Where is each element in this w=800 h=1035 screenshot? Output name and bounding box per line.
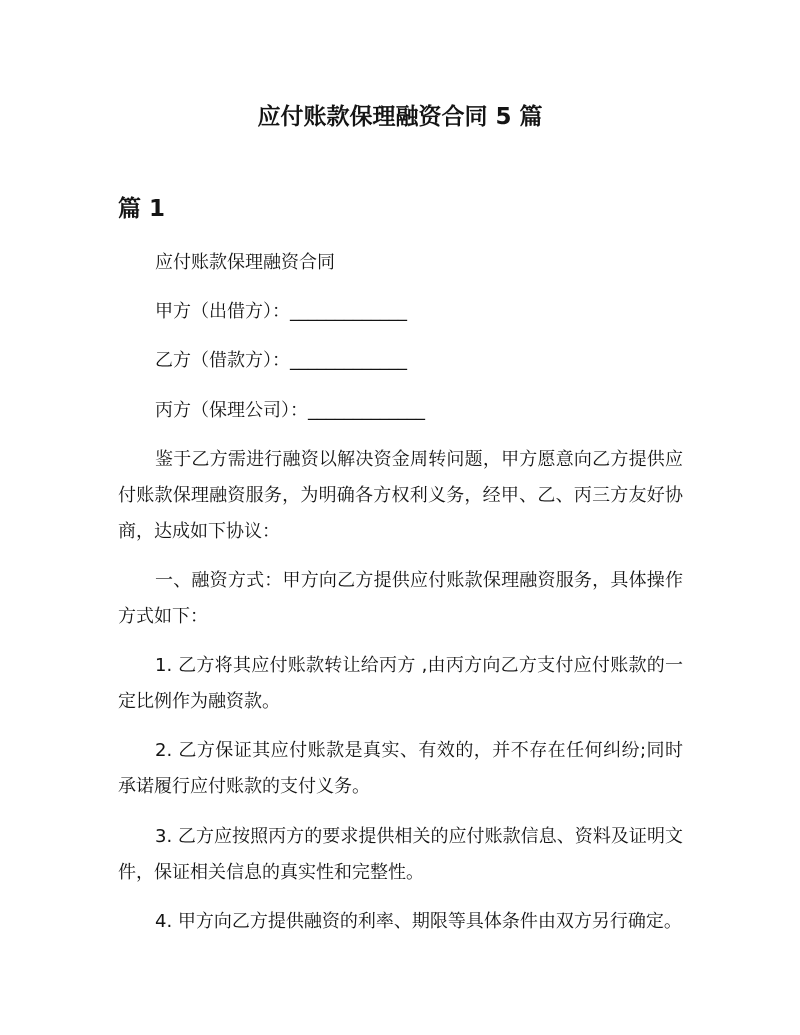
party-c-paragraph	[118, 393, 683, 429]
text-line: 1. 乙方将其应付账款转让给丙方 ,由丙方向乙方支付应付账款的一	[155, 655, 683, 677]
text-line: 甲方（出借方）：_____________	[155, 301, 407, 323]
text-line: 丙方（保理公司）：_____________	[155, 399, 425, 421]
text-line: 付账款保理融资服务，为明确各方权利义务，经甲、乙、丙三方友好协	[118, 484, 683, 506]
party-a-paragraph	[118, 294, 683, 330]
text-line: 一、融资方式：甲方向乙方提供应付账款保理融资服务，具体操作	[155, 569, 683, 591]
text-line: 件，保证相关信息的真实性和完整性。	[118, 861, 424, 883]
clause-financing-method-paragraph	[118, 563, 683, 635]
text-line: 3. 乙方应按照丙方的要求提供相关的应付账款信息、资料及证明文	[155, 825, 683, 847]
text-line: 定比例作为融资款。	[118, 691, 280, 713]
party-b-paragraph	[118, 343, 683, 379]
text-line: 鉴于乙方需进行融资以解决资金周转问题，甲方愿意向乙方提供应	[155, 448, 683, 470]
preamble-paragraph	[118, 442, 683, 550]
text-line: 应付账款保理融资合同	[155, 252, 335, 273]
item-1-paragraph	[118, 648, 683, 720]
item-2-paragraph	[118, 733, 683, 805]
text-line: 商，达成如下协议：	[118, 520, 280, 542]
document-title: 应付账款保理融资合同 5 篇	[257, 104, 543, 130]
item-4-paragraph	[118, 904, 683, 940]
item-3-paragraph	[118, 819, 683, 891]
contract-name-paragraph	[118, 245, 683, 281]
text-line: 乙方（借款方）：_____________	[155, 350, 407, 372]
section-heading: 篇 1	[118, 196, 166, 222]
document-body	[118, 245, 683, 953]
text-line: 2. 乙方保证其应付账款是真实、有效的，并不存在任何纠纷;同时	[155, 740, 683, 762]
text-line: 方式如下：	[118, 605, 208, 627]
text-line: 承诺履行应付账款的支付义务。	[118, 776, 370, 798]
text-line: 4. 甲方向乙方提供融资的利率、期限等具体条件由双方另行确定。	[155, 910, 682, 932]
